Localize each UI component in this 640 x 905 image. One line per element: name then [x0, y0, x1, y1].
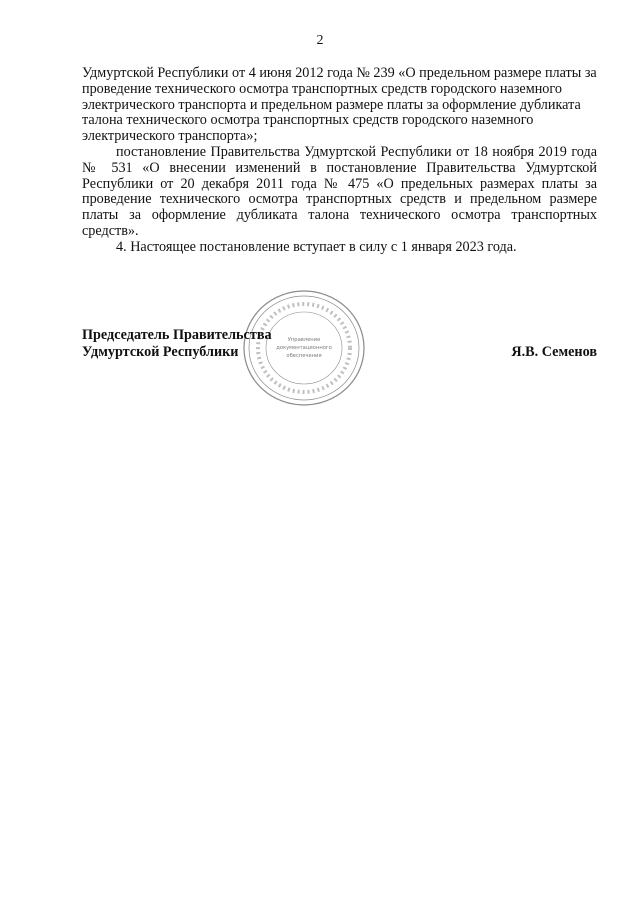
paragraph-resolution-531: постановление Правительства Удмуртской Республики от 18 ноября 2019 года № 531 «О внесении изменений в постановление Правительства Удмуртской Республики от 20 декабря 2011 года № 475 «О предельных размерах платы за проведение технического осмотра транспортных средств и предельном размере платы за оформление дубликата талона технического осмотра транспортных средств».	[82, 143, 597, 239]
document-body	[82, 66, 597, 256]
seal-inner-text-1: Управление	[287, 337, 321, 343]
page-number: 2	[316, 33, 324, 48]
seal-inner-text-3: обеспечения	[286, 353, 322, 359]
paragraph-effective-date: 4. Настоящее постановление вступает в силу с 1 января 2023 года.	[116, 238, 517, 255]
signature-title-line-2: Удмуртской Республики	[82, 344, 239, 360]
signature-title-block	[82, 327, 272, 361]
paragraph-continuation: Удмуртской Республики от 4 июня 2012 года № 239 «О предельном размере платы за проведение технического осмотра транспортных средств городского наземного электрического транспорта и предельном размере платы за оформление дубликата талона технического осмотра транспортных средств городского наземного электрического транспорта»;	[82, 65, 597, 145]
seal-inner-text-2: документационного	[276, 345, 332, 351]
signer-name: Я.В. Семенов	[511, 344, 597, 360]
signature-title-line-1: Председатель Правительства	[82, 327, 272, 343]
